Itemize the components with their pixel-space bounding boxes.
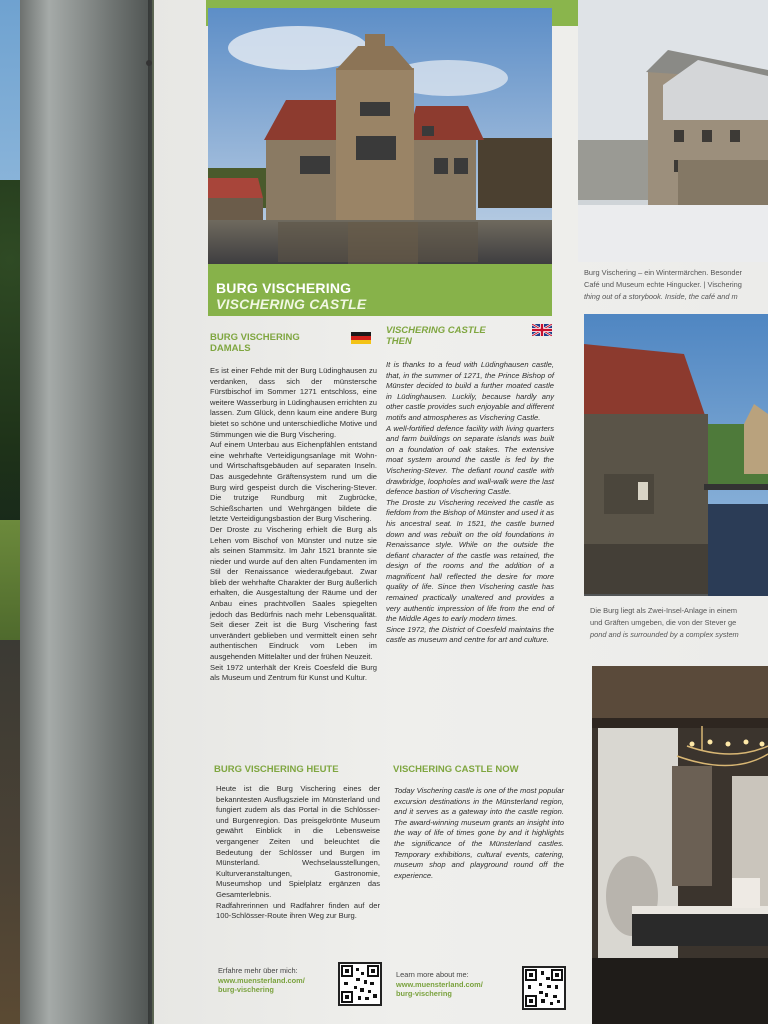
- winter-caption-line2: Café und Museum echte Hingucker. | Vischering: [584, 280, 742, 289]
- heading-then-en-line2: THEN: [386, 336, 412, 347]
- then-text-en: [386, 360, 554, 646]
- more-info-de-label: Erfahre mehr über mich:: [218, 966, 298, 975]
- more-info-de: [218, 966, 305, 995]
- now-de-paragraph: Heute ist die Burg Vischering eines der bekanntesten Ausflugsziele im Münsterland und fungiert zudem als das Portal in die Schlösser- und Burgenregion. Das preisgekrönte Museum gewährt Einblick in die Lebensweise vergangener Zeiten und beleuchtet die Bedeutung der Schlösser und Burgen im Münsterland. Wechselausstellungen, Kulturveranstaltungen, Gastronomie, Museumshop und Spielplatz ergänzen das Gesamterlebnis.: [216, 784, 380, 899]
- then-de-paragraph: Seit 1972 unterhält der Kreis Coesfeld die Burg als Museum und Zentrum für Kunst und Kultur.: [210, 662, 377, 683]
- winter-photo: [578, 0, 768, 262]
- german-flag-icon: [351, 331, 371, 343]
- castle-photo: [208, 8, 552, 278]
- qr-code-en[interactable]: [522, 966, 566, 1010]
- then-de-paragraph: Auf einem Unterbau aus Eichenpfählen entstand eine wehrhafte Verteidigungsanlage mit Wohn- und Wirtschaftsgebäuden auf separaten Inseln. Das ausgedehnte Gräftensystem rund um die Burg wird gespeist durch die Vischering-Stever. Die trutzige Rundburg mit Zugbrücke, Schießscharten und Wehrgängen bildete die letzte Verteidigungsbastion der Burg Vischering.: [210, 440, 377, 524]
- bolt: [146, 60, 152, 66]
- then-text-de: [210, 366, 377, 684]
- then-en-paragraph: A well-fortified defence facility with living quarters and farm buildings on separate islands was built on a foundation of oak stakes. The extensive moat system around the castle is fed by the Vischering-Stever. The defiant round castle with drawbridge, loopholes and wall-walk were the last defence bastion of Vischering Castle.: [386, 423, 554, 497]
- interior-photo: [592, 666, 768, 1024]
- moat-caption-line1: Die Burg liegt als Zwei-Insel-Anlage in einem: [590, 606, 738, 615]
- uk-flag-icon: [532, 323, 552, 335]
- now-de-paragraph: Radfahrerinnen und Radfahrer finden auf der 100-Schlösser-Route ihren Weg zur Burg.: [216, 900, 380, 921]
- more-info-de-link-line1[interactable]: www.muensterland.com/: [218, 975, 305, 985]
- more-info-en: [396, 970, 483, 999]
- more-info-en-link-line2[interactable]: burg-vischering: [396, 989, 452, 998]
- now-text-en: [394, 786, 564, 881]
- heading-then-en-line1: VISCHERING CASTLE: [386, 325, 486, 336]
- moat-photo: [584, 314, 768, 596]
- moat-caption-line3: pond and is surrounded by a complex system: [590, 630, 739, 639]
- then-en-paragraph: It is thanks to a feud with Lüdinghausen castle, that, in the summer of 1271, the Prince Bishop of Münster decided to build a further moated castle in Lüdinghausen. Luckily, because hardly any other castle provides such enjoyable and different motifs and atmospheres as Vischering Castle.: [386, 360, 554, 422]
- moat-caption-line2: und Gräften umgeben, die von der Stever ge: [590, 618, 737, 627]
- then-de-paragraph: Der Droste zu Vischering erhielt die Burg als Lehen vom Bischof von Münster und nutze sie als seinen Stammsitz. Im Jahr 1521 brannte sie nieder und wurde auf den alten Fundamenten im Stil der Renaissance wiederaufgebaut. Zwar blieb der wehrhafte Charakter der Burg äußerlich erhalten, die Ausgestaltung der Räume und der Anbau eines prachtvollen Saales spiegelten jedoch das Bedürfnis nach mehr Lebensqualität. Seit dieser Zeit ist die Burg Vischering fast unverändert geblieben und vermittelt einen sehr authentischen Eindruck vom Leben im ausgehenden Mittelalter und der frühen Neuzeit.: [210, 524, 377, 662]
- heading-now-en: VISCHERING CASTLE NOW: [393, 764, 519, 775]
- more-info-en-label: Learn more about me:: [396, 970, 469, 979]
- then-en-paragraph: Since 1972, the District of Coesfeld maintains the castle as museum and centre for art and culture.: [386, 624, 554, 645]
- more-info-en-link-line1[interactable]: www.muensterland.com/: [396, 979, 483, 989]
- heading-then-de-line2: DAMALS: [210, 343, 251, 354]
- now-en-paragraph: Today Vischering castle is one of the most popular excursion destinations in the Münsterland region, and it serves as a gateway into the castle region. The award-winning museum grants an insight into the way of life of times gone by and it highlights the significance of the Münsterland castles. Temporary exhibitions, cultural events, catering, museum shop and playground round off the experience.: [394, 786, 564, 880]
- winter-caption-line1: Burg Vischering – ein Wintermärchen. Besonder: [584, 268, 743, 277]
- now-text-de: [216, 784, 380, 922]
- heading-now-de: BURG VISCHERING HEUTE: [214, 764, 339, 775]
- winter-caption-line3: thing out of a storybook. Inside, the café and m: [584, 292, 738, 301]
- heading-then-de-line1: BURG VISCHERING: [210, 332, 300, 343]
- qr-code-de[interactable]: [338, 962, 382, 1006]
- then-en-paragraph: The Droste zu Vischering received the castle as fiefdom from the Bishop of Münster and used it as his ancestral seat. In 1521, the castle burned down and was rebuilt on the old foundations in Renaissance style. While on the outside the defiant character of the castle was retained, the design of the rooms and the addition of a magnificent hall reflected the desire for more quality of life. Since then Vischering castle has remained practically unaltered and provides a very authentic impression of life from the end of the Middle Ages to early modern times.: [386, 497, 554, 624]
- more-info-de-link-line2[interactable]: burg-vischering: [218, 985, 274, 994]
- title-en: VISCHERING CASTLE: [216, 296, 367, 312]
- title-de: BURG VISCHERING: [216, 280, 352, 296]
- title-bar: [208, 264, 552, 316]
- then-de-paragraph: Es ist einer Fehde mit der Burg Lüdinghausen zu verdanken, dass sich der münstersche Fürstbischof im Sommer 1271 entschloss, eine weitere Wasserburg in Lüdinghausen errichten zu lassen. Zum Glück, denn kaum eine andere Burg bietet so schöne und unterschiedliche Motive und Stimmungen wie die Burg Vischering.: [210, 366, 377, 439]
- sign-pole: [20, 0, 152, 1024]
